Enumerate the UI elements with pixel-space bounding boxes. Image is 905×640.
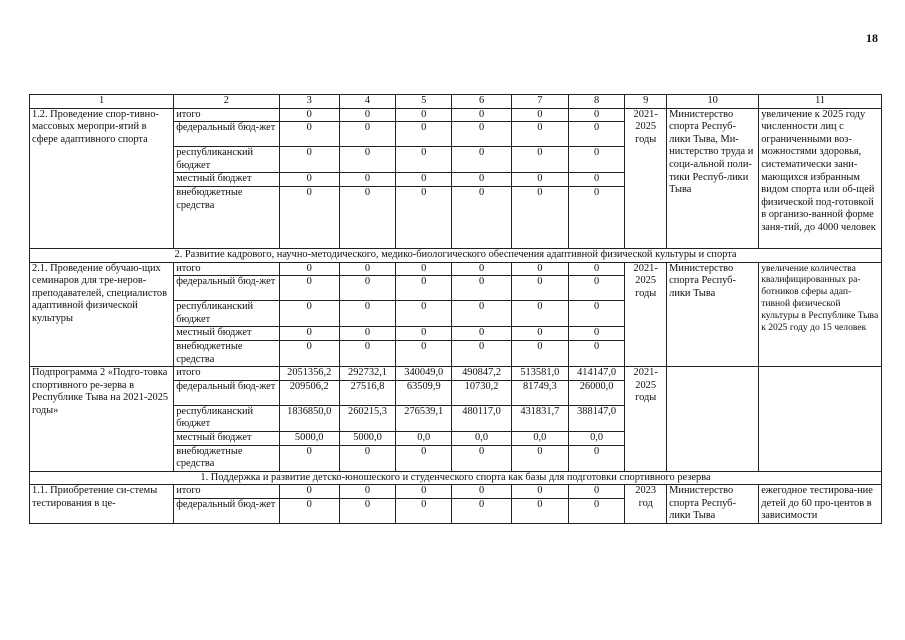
measure-name: Подпрограмма 2 «Подго-товка спортивного ре-зерва в Республике Тыва на 2021-2025 годы»	[30, 367, 174, 472]
value-cell: 10730,2	[452, 380, 511, 405]
result-cell: увеличение к 2025 году численности лиц с ограниченными воз-можностями здоровья, систематически зани-мающихся избранным видом спорта или об-щей физической под-готовкой в организо-ванной форме заня-тий, до 4000 человек	[759, 108, 882, 248]
value-cell: 0	[396, 301, 452, 327]
value-cell: 0	[452, 147, 511, 173]
value-cell: 0	[279, 122, 339, 147]
value-cell: 0	[339, 122, 395, 147]
value-cell: 0	[511, 340, 568, 366]
header-cell: 4	[339, 95, 395, 109]
value-cell: 0	[568, 122, 624, 147]
value-cell: 0	[452, 327, 511, 341]
value-cell: 0	[568, 276, 624, 301]
table-row	[30, 367, 882, 381]
source-label: местный бюджет	[174, 327, 279, 341]
period-cell: 2023 год	[625, 485, 667, 524]
value-cell: 431831,7	[511, 405, 568, 431]
source-label: местный бюджет	[174, 431, 279, 445]
value-cell: 0	[339, 173, 395, 187]
value-cell: 1836850,0	[279, 405, 339, 431]
value-cell: 0	[568, 262, 624, 276]
value-cell: 5000,0	[339, 431, 395, 445]
executor-cell: Министерство спорта Респуб-лики Тыва	[667, 262, 759, 367]
value-cell: 0,0	[396, 431, 452, 445]
value-cell: 0	[279, 327, 339, 341]
value-cell: 0	[279, 147, 339, 173]
value-cell: 0	[339, 485, 395, 499]
table-row	[30, 108, 882, 122]
value-cell: 480117,0	[452, 405, 511, 431]
value-cell: 292732,1	[339, 367, 395, 381]
value-cell: 0	[452, 108, 511, 122]
executor-cell: Министерство спорта Респуб-лики Тыва, Ми-нистерство труда и соци-альной поли-тики Респуб-лики Тыва	[667, 108, 759, 248]
value-cell: 0	[339, 262, 395, 276]
value-cell: 0	[396, 108, 452, 122]
table-row	[30, 485, 882, 499]
source-label: республиканский бюджет	[174, 405, 279, 431]
value-cell: 0	[511, 122, 568, 147]
source-label: федеральный бюд-жет	[174, 498, 279, 523]
source-label: местный бюджет	[174, 173, 279, 187]
value-cell: 0	[452, 340, 511, 366]
source-label: внебюджетные средства	[174, 445, 279, 471]
table-row	[30, 262, 882, 276]
value-cell: 0	[279, 108, 339, 122]
header-cell: 1	[30, 95, 174, 109]
value-cell: 0	[396, 445, 452, 471]
result-cell: увеличение количества квалифицированных ра-ботников сферы адап-тивной физической культуры в Республике Тыва к 2025 году до 15 человек	[759, 262, 882, 367]
value-cell: 340049,0	[396, 367, 452, 381]
value-cell: 0	[511, 108, 568, 122]
value-cell: 0	[568, 485, 624, 499]
source-label: внебюджетные средства	[174, 186, 279, 248]
value-cell: 0	[568, 301, 624, 327]
value-cell: 0	[511, 498, 568, 523]
value-cell: 63509,9	[396, 380, 452, 405]
measure-name: 2.1. Проведение обучаю-щих семинаров для тре-неров-преподавателей, специалистов адаптивной физической культуры	[30, 262, 174, 367]
value-cell: 0,0	[452, 431, 511, 445]
value-cell: 0	[511, 327, 568, 341]
value-cell: 0	[396, 327, 452, 341]
value-cell: 0	[568, 108, 624, 122]
value-cell: 260215,3	[339, 405, 395, 431]
value-cell: 0	[279, 186, 339, 248]
value-cell: 0	[339, 186, 395, 248]
value-cell: 81749,3	[511, 380, 568, 405]
header-cell: 8	[568, 95, 624, 109]
value-cell: 0	[279, 262, 339, 276]
value-cell: 0	[452, 445, 511, 471]
value-cell: 490847,2	[452, 367, 511, 381]
value-cell: 0	[396, 276, 452, 301]
value-cell: 0	[511, 262, 568, 276]
value-cell: 2051356,2	[279, 367, 339, 381]
value-cell: 0	[339, 498, 395, 523]
source-label: итого	[174, 485, 279, 499]
value-cell: 0	[396, 340, 452, 366]
value-cell: 0	[568, 445, 624, 471]
header-row	[30, 95, 882, 109]
value-cell: 0	[568, 498, 624, 523]
value-cell: 0,0	[568, 431, 624, 445]
header-cell: 11	[759, 95, 882, 109]
value-cell: 0	[279, 301, 339, 327]
value-cell: 0	[452, 122, 511, 147]
source-label: итого	[174, 367, 279, 381]
result-cell: ежегодное тестирова-ние детей до 60 про-центов в зависимости	[759, 485, 882, 524]
value-cell: 0	[339, 108, 395, 122]
value-cell: 0	[452, 262, 511, 276]
value-cell: 0	[339, 327, 395, 341]
source-label: внебюджетные средства	[174, 340, 279, 366]
value-cell: 0	[396, 147, 452, 173]
value-cell: 0	[511, 173, 568, 187]
value-cell: 0	[511, 301, 568, 327]
executor-cell: Министерство спорта Респуб-лики Тыва	[667, 485, 759, 524]
value-cell: 0	[452, 186, 511, 248]
header-cell: 3	[279, 95, 339, 109]
value-cell: 0	[396, 498, 452, 523]
value-cell: 0	[396, 173, 452, 187]
value-cell: 0	[568, 186, 624, 248]
value-cell: 0	[568, 147, 624, 173]
result-cell	[759, 367, 882, 472]
value-cell: 0	[452, 276, 511, 301]
executor-cell	[667, 367, 759, 472]
source-label: республиканский бюджет	[174, 147, 279, 173]
value-cell: 513581,0	[511, 367, 568, 381]
section-title: 1. Поддержка и развитие детско-юношеского и студенческого спорта как базы для подготовки спортивного резерва	[30, 471, 882, 485]
period-cell: 2021-2025 годы	[625, 367, 667, 472]
value-cell: 0	[279, 340, 339, 366]
value-cell: 0	[339, 147, 395, 173]
value-cell: 0	[339, 340, 395, 366]
value-cell: 388147,0	[568, 405, 624, 431]
header-cell: 9	[625, 95, 667, 109]
value-cell: 0	[396, 186, 452, 248]
value-cell: 0	[279, 445, 339, 471]
source-label: федеральный бюд-жет	[174, 380, 279, 405]
value-cell: 0	[511, 485, 568, 499]
value-cell: 0	[339, 276, 395, 301]
value-cell: 0	[279, 276, 339, 301]
value-cell: 0	[511, 276, 568, 301]
value-cell: 0	[452, 498, 511, 523]
value-cell: 26000,0	[568, 380, 624, 405]
page-number: 18	[866, 31, 878, 45]
value-cell: 0	[452, 173, 511, 187]
section-row	[30, 471, 882, 485]
value-cell: 0	[279, 485, 339, 499]
section-row	[30, 248, 882, 262]
value-cell: 0	[339, 445, 395, 471]
value-cell: 27516,8	[339, 380, 395, 405]
section-title: 2. Развитие кадрового, научно-методического, медико-биологического обеспечения адаптивной физической культуры и спорта	[30, 248, 882, 262]
value-cell: 0	[511, 147, 568, 173]
source-label: итого	[174, 262, 279, 276]
source-label: итого	[174, 108, 279, 122]
value-cell: 5000,0	[279, 431, 339, 445]
value-cell: 0	[279, 173, 339, 187]
value-cell: 0	[396, 485, 452, 499]
value-cell: 0	[339, 301, 395, 327]
header-cell: 5	[396, 95, 452, 109]
header-cell: 2	[174, 95, 279, 109]
value-cell: 0	[452, 301, 511, 327]
source-label: федеральный бюд-жет	[174, 276, 279, 301]
source-label: республиканский бюджет	[174, 301, 279, 327]
value-cell: 0	[511, 445, 568, 471]
value-cell: 0	[396, 262, 452, 276]
header-cell: 10	[667, 95, 759, 109]
value-cell: 276539,1	[396, 405, 452, 431]
header-cell: 7	[511, 95, 568, 109]
value-cell: 0	[396, 122, 452, 147]
program-table	[29, 94, 882, 524]
period-cell: 2021-2025 годы	[625, 108, 667, 248]
header-cell: 6	[452, 95, 511, 109]
value-cell: 414147,0	[568, 367, 624, 381]
measure-name: 1.2. Проведение спор-тивно-массовых меропри-ятий в сфере адаптивного спорта	[30, 108, 174, 248]
measure-name: 1.1. Приобретение си-стемы тестирования в це-	[30, 485, 174, 524]
value-cell: 0	[568, 173, 624, 187]
value-cell: 0	[568, 327, 624, 341]
value-cell: 0	[511, 186, 568, 248]
value-cell: 0,0	[511, 431, 568, 445]
source-label: федеральный бюд-жет	[174, 122, 279, 147]
value-cell: 0	[279, 498, 339, 523]
value-cell: 209506,2	[279, 380, 339, 405]
value-cell: 0	[452, 485, 511, 499]
value-cell: 0	[568, 340, 624, 366]
period-cell: 2021-2025 годы	[625, 262, 667, 367]
